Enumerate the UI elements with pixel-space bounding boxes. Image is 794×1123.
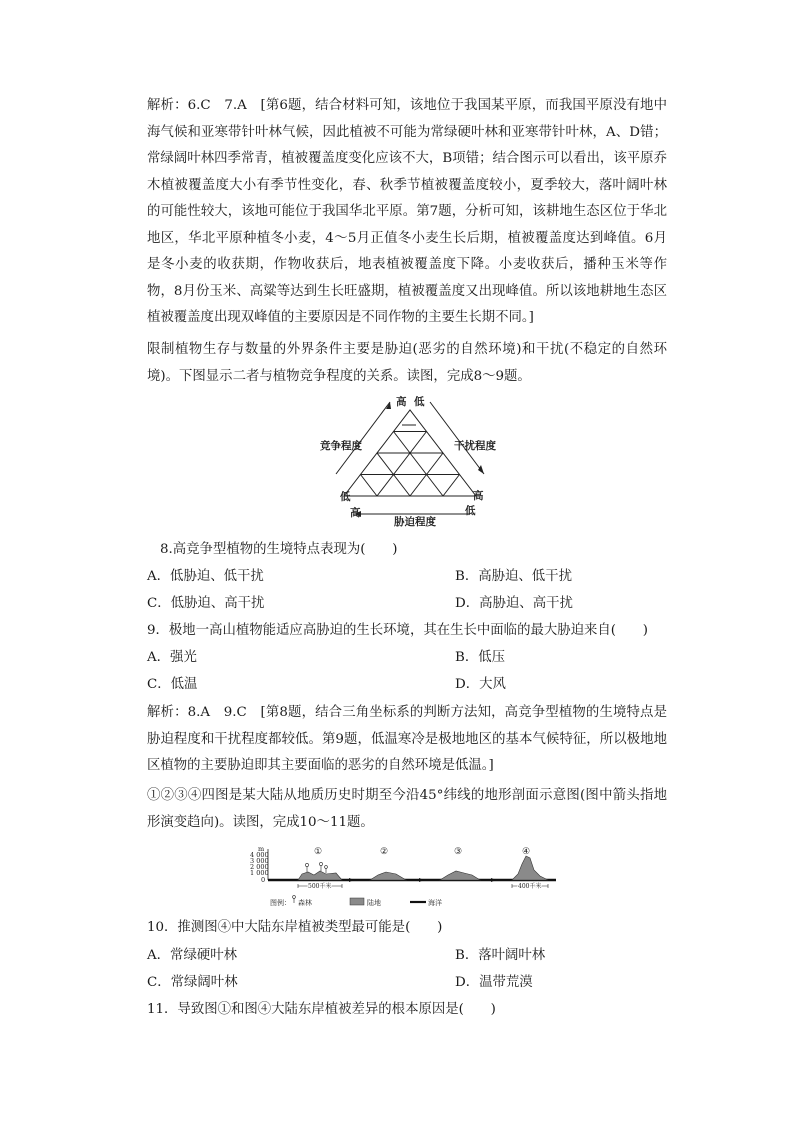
- tick-2000: 2 000: [250, 863, 269, 871]
- q10-option-d[interactable]: D．温带荒漠: [455, 975, 533, 990]
- q9-option-a[interactable]: A．强光: [147, 650, 197, 665]
- legend-sea: 海洋: [428, 899, 442, 907]
- q9-option-c[interactable]: C．低温: [147, 677, 198, 692]
- q9-option-b[interactable]: B．低压: [455, 650, 506, 665]
- analysis-6-7: [147, 93, 667, 332]
- land-3: [440, 871, 480, 880]
- tick-3000: 3 000: [250, 857, 269, 865]
- legend-land: 陆地: [367, 899, 381, 907]
- profile-label-3: ③: [454, 847, 463, 857]
- analysis-8-9: [147, 700, 667, 780]
- profile-diagram: [250, 844, 562, 910]
- profile-label-2: ②: [380, 847, 389, 857]
- tick-4000: 4 000: [250, 851, 269, 859]
- arrow-right-icon: [349, 878, 354, 882]
- q9-option-d[interactable]: D．大风: [455, 677, 506, 692]
- label-bottom-high: 高: [350, 507, 361, 519]
- profile-label-4: ④: [522, 847, 531, 857]
- land-1: [298, 871, 342, 880]
- legend-prefix: 图例：: [270, 899, 291, 907]
- q10-option-a[interactable]: A．常绿硬叶林: [147, 948, 238, 963]
- question-8: 8.高竞争型植物的生境特点表现为( ): [160, 542, 398, 557]
- analysis-8-9-text: 解析：8.A 9.C [第8题，结合三角坐标系的判断方法知，高竞争型植物的生境特点是胁迫程度和干扰程度都较低。第9题，低温寒冷是极地地区的基本气候特征，所以极地地区植物的主要胁迫即其主要面临的恶劣的自然环境是低温。]: [147, 705, 667, 773]
- tick-1000: 1 000: [250, 869, 269, 877]
- arrow-right-icon: [491, 878, 496, 882]
- label-competition: 竞争程度: [320, 440, 362, 452]
- arrow-right-icon: [419, 878, 424, 882]
- land-swatch: [350, 898, 364, 905]
- label-bottom-low: 低: [465, 505, 476, 517]
- label-top-high: 高: [396, 396, 407, 408]
- analysis-6-7-text: 解析：6.C 7.A [第6题，结合材料可知，该地位于我国某平原，而我国平原没有地中海气候和亚寒带针叶林气候，因此植被不可能为常绿硬叶林和亚寒带针叶林，A、D错；常绿阔叶林四季常青，植被覆盖度变化应该不大，B项错；结合图示可以看出，该平原乔木植被覆盖度大小有季节性变化，春、秋季节植被覆盖度较小，夏季较大，落叶阔叶林的可能性较大，该地可能位于我国华北平原。第7题，分析可知，该耕地生态区位于华北地区，华北平原种植冬小麦，4～5月正值冬小麦生长后期，植被覆盖度达到峰值。6月是冬小麦的收获期，作物收获后，地表植被覆盖度下降。小麦收获后，播种玉米等作物，8月份玉米、高粱等达到生长旺盛期，植被覆盖度又出现峰值。所以该地耕地生态区植被覆盖度出现双峰值的主要原因是不同作物的主要生长期不同。]: [147, 98, 667, 325]
- label-left-low: 低: [340, 491, 351, 503]
- profile-label-1: ①: [314, 847, 323, 857]
- label-right-high: 高: [473, 490, 484, 502]
- q10-option-b[interactable]: B．落叶阔叶林: [455, 948, 546, 963]
- intro-8-9-text: 限制植物生存与数量的外界条件主要是胁迫(恶劣的自然环境)和干扰(不稳定的自然环境)。下图显示二者与植物竞争程度的关系。读图，完成8～9题。: [147, 342, 667, 384]
- competition-axis-line: [336, 402, 390, 474]
- label-disturbance: 干扰程度: [454, 440, 496, 452]
- question-11: 11．导致图①和图④大陆东岸植被差异的根本原因是( ): [147, 1002, 496, 1017]
- unit-label: m: [258, 845, 265, 853]
- q10-option-c[interactable]: C．常绿阔叶林: [147, 975, 238, 990]
- legend-forest: 森林: [298, 899, 312, 907]
- intro-10-11: [147, 783, 667, 836]
- label-stress: 胁迫程度: [394, 516, 436, 528]
- q8-option-a[interactable]: A．低胁迫、低干扰: [147, 569, 264, 584]
- question-10: 10．推测图④中大陆东岸植被类型最可能是( ): [147, 920, 443, 935]
- question-9: 9．极地一高山植物能适应高胁迫的生长环境，其在生长中面临的最大胁迫来自( ): [147, 623, 649, 638]
- disturbance-axis-line: [430, 402, 484, 474]
- scale-label-4: 400千米: [518, 883, 542, 890]
- intro-10-11-text: ①②③④四图是某大陆从地质历史时期至今沿45°纬线的地形剖面示意图(图中箭头指地形演变趋向)。读图，完成10～11题。: [147, 788, 667, 830]
- q8-option-d[interactable]: D．高胁迫、高干扰: [455, 596, 573, 611]
- triangle-diagram: [310, 392, 510, 528]
- q8-option-c[interactable]: C．低胁迫、高干扰: [147, 596, 265, 611]
- q8-option-b[interactable]: B．高胁迫、低干扰: [455, 569, 572, 584]
- intro-8-9: [147, 337, 667, 390]
- arrow-head-icon: [478, 465, 484, 474]
- land-4: [512, 856, 548, 880]
- tree-icon: [293, 896, 296, 899]
- scale-label-1: 500千米: [308, 883, 332, 890]
- tick-0: 0: [261, 876, 266, 884]
- label-top-low: 低: [414, 396, 425, 408]
- land-2: [370, 872, 406, 880]
